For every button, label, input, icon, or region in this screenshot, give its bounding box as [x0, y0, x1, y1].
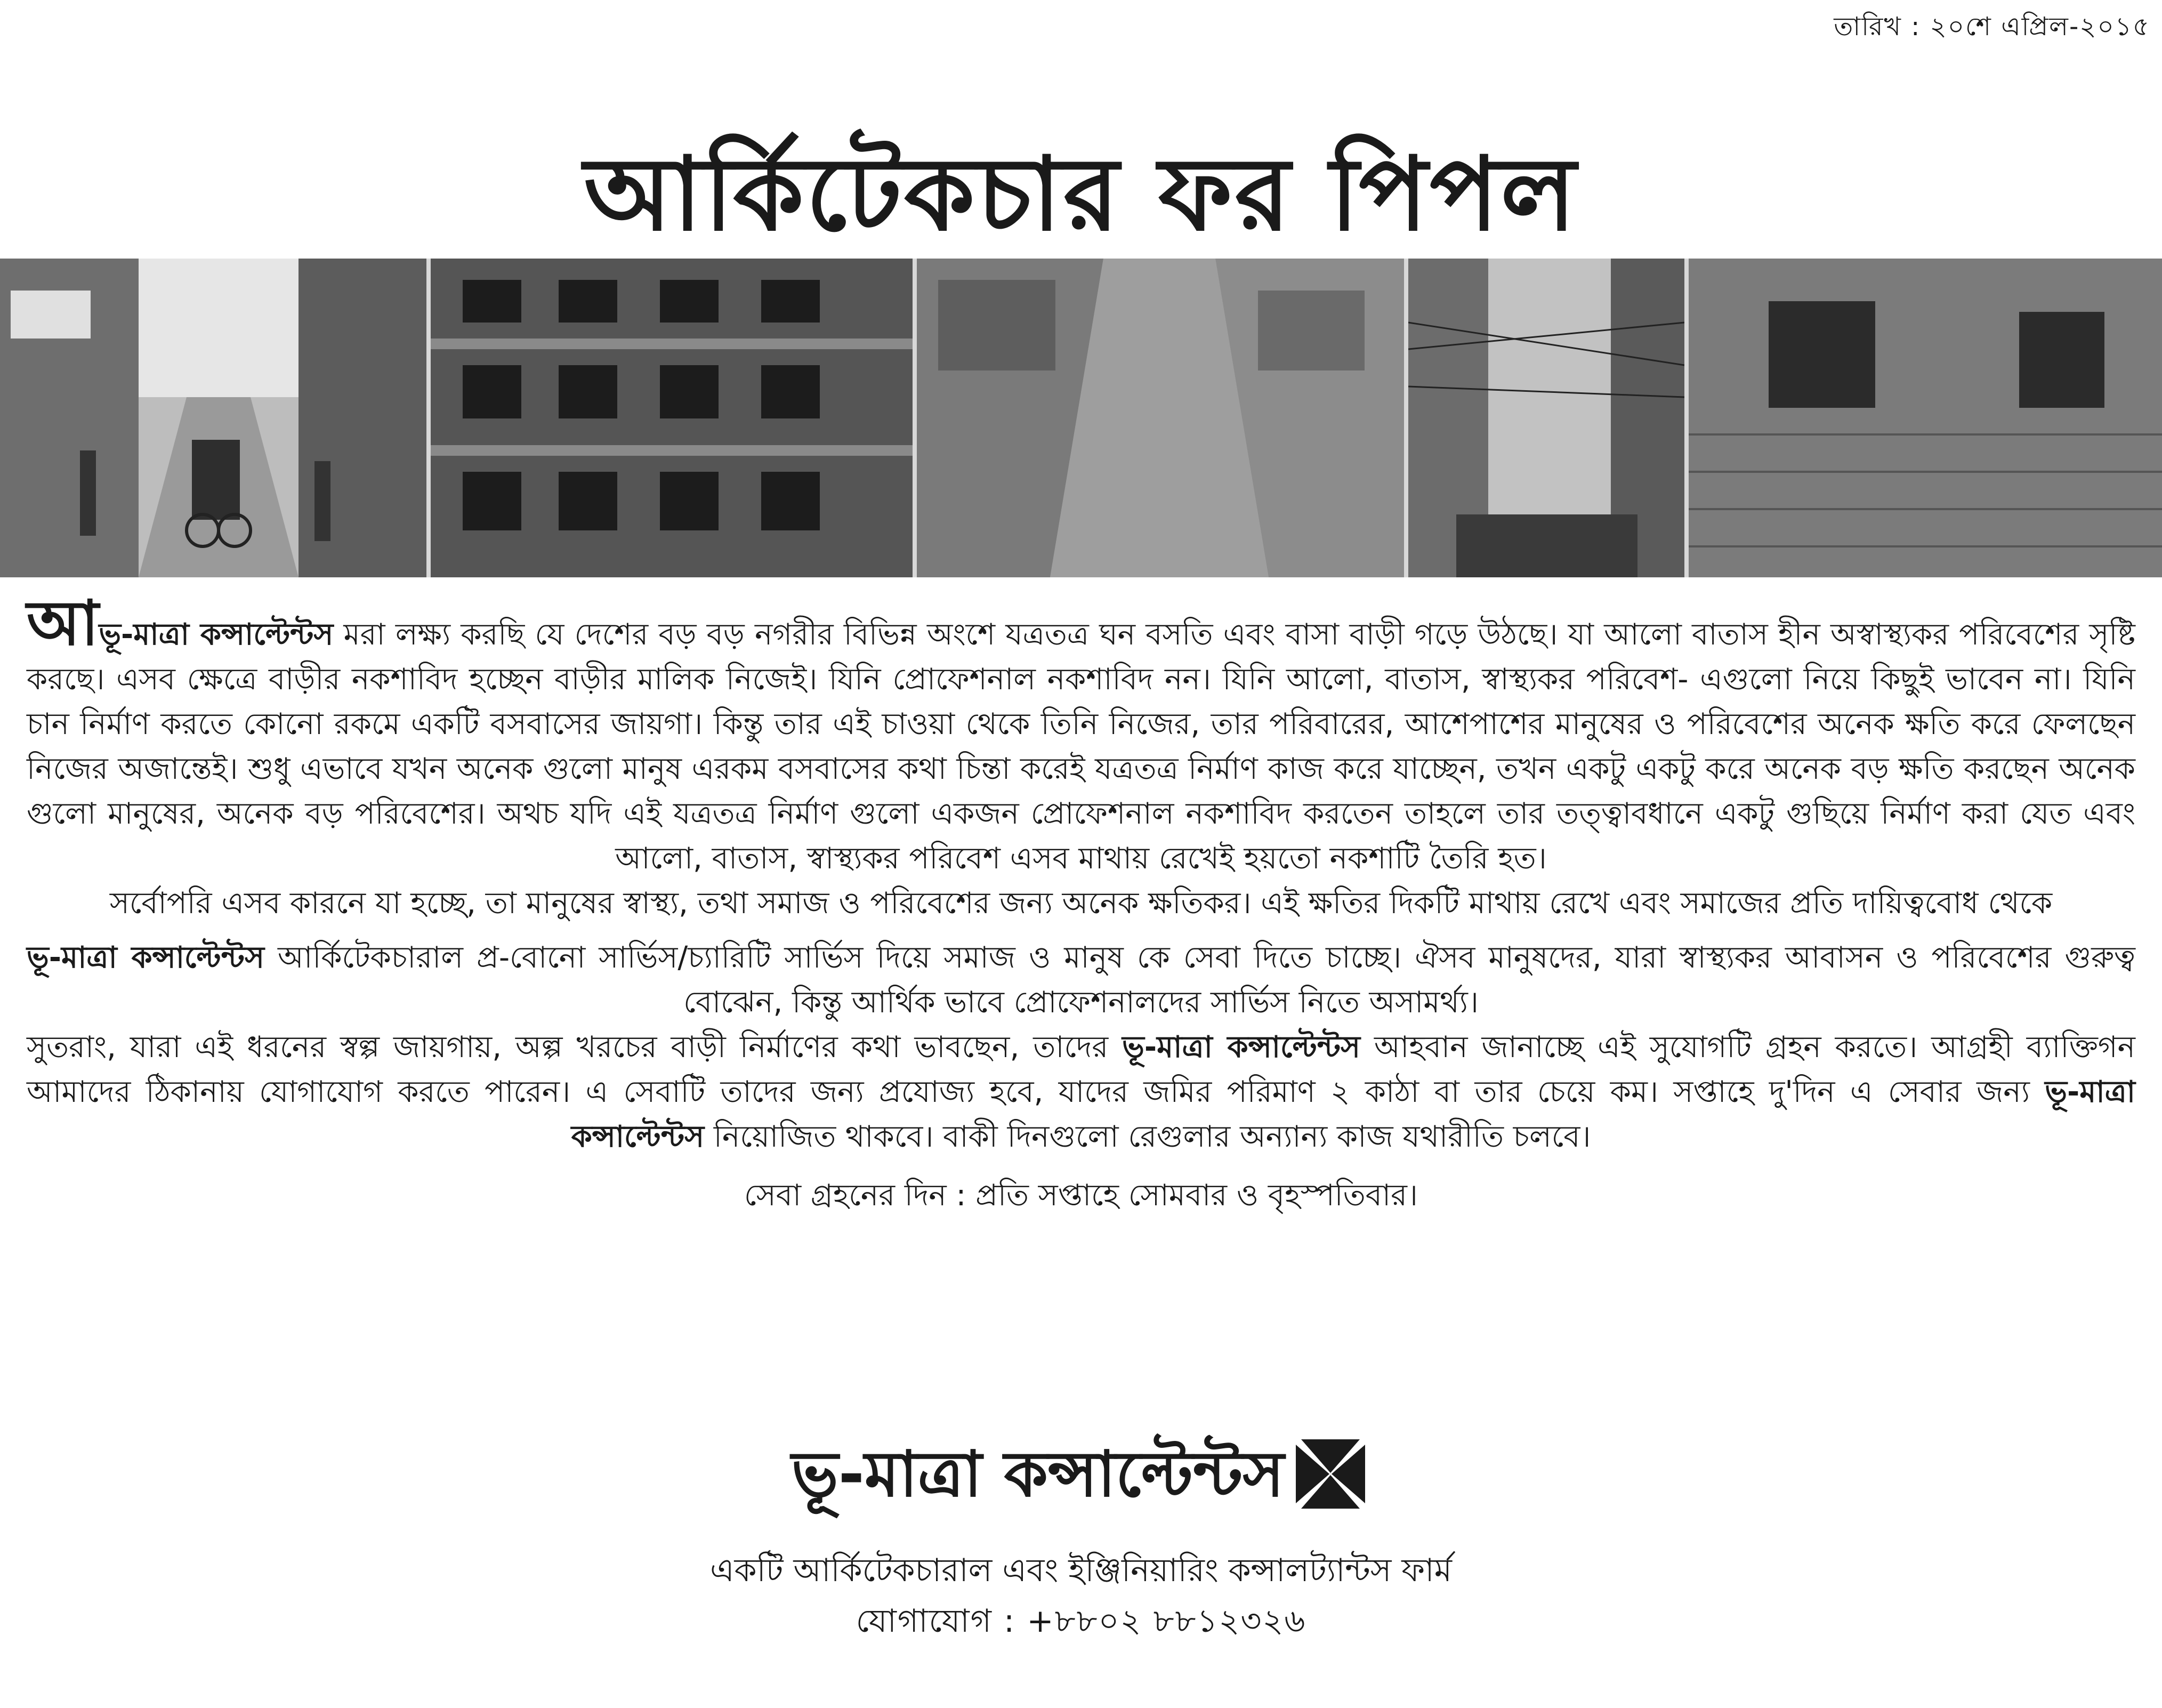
brand-name-inline: ভূ-মাত্রা কন্সাল্টেন্টস — [571, 1075, 2135, 1154]
paragraph-invitation — [27, 1025, 2135, 1159]
paragraph-text: নিয়োজিত থাকবে। বাকী দিনগুলো রেগুলার অন্যান্য কাজ যথারীতি চলবে। — [713, 1119, 1591, 1154]
body-text — [27, 587, 2136, 1218]
brand-name-inline: ভূ-মাত্রা কন্সাল্টেন্টস — [99, 617, 334, 652]
paragraph-service — [27, 936, 2135, 1025]
footer-tagline: একটি আর্কিটেকচারাল এবং ইঞ্জিনিয়ারিং কন্সালট্যান্টস ফার্ম — [709, 1552, 1453, 1589]
brand-name-inline: ভূ-মাত্রা কন্সাল্টেন্টস — [27, 940, 264, 975]
photo-decaying-facade — [431, 259, 913, 577]
drop-cap: আ — [27, 587, 99, 659]
paragraph-text: সুতরাং, যারা এই ধরনের স্বল্প জায়গায়, অল্প খরচের বাড়ী নির্মাণের কথা ভাবছেন, তাদের — [27, 1030, 1109, 1065]
photo-crowded-lane — [1408, 259, 1684, 577]
footer-contact: যোগাযোগ : +৮৮০২ ৮৮১২৩২৬ — [856, 1602, 1306, 1640]
photo-strip — [0, 259, 2162, 577]
footer-brand — [0, 1434, 2162, 1524]
page-title: আর্কিটেকচার ফর পিপল — [584, 135, 1578, 253]
photo-rooftops — [917, 259, 1404, 577]
paragraph-text: আহবান জানাচ্ছে এই সুযোগটি গ্রহন করতে। আগ্রহী ব্যাক্তিগন আমাদের ঠিকানায় যোগাযোগ করতে পারেন। এ সেবাটি তাদের জন্য প্রযোজ্য হবে, যাদের জমির পরিমাণ ২ কাঠা বা তার চেয়ে কম। সপ্তাহে দু'দিন এ সেবার জন্য — [27, 1030, 2135, 1109]
paragraph-text: মরা লক্ষ্য করছি যে দেশের বড় বড় নগরীর বিভিন্ন অংশে যত্রতত্র ঘন বসতি এবং বাসা বাড়ী গড়ে উঠছে। যা আলো বাতাস হীন অস্বাস্থ্যকর পরিবেশের সৃষ্টি করছে। এসব ক্ষেত্রে বাড়ীর নকশাবিদ হচ্ছেন বাড়ীর মালিক নিজেই। যিনি প্রোফেশনাল নকশাবিদ নন। যিনি আলো, বাতাস, স্বাস্থ্যকর পরিবেশ- এগুলো নিয়ে কিছুই ভাবেন না। যিনি চান নির্মাণ করতে কোনো রকমে একটি বসবাসের জায়গা। কিন্তু তার এই চাওয়া থেকে তিনি নিজের, তার পরিবারের, আশেপাশের মানুষের ও পরিবেশের অনেক ক্ষতি করে ফেলছেন নিজের অজান্তেই। শুধু এভাবে যখন অনেক গুলো মানুষ এরকম বসবাসের কথা চিন্তা করেই যত্রতত্র নির্মাণ কাজ করে যাচ্ছেন, তখন একটু একটু করে অনেক বড় ক্ষতি করছেন অনেক গুলো মানুষের, অনেক বড় পরিবেশের। অথচ যদি এই যত্রতত্র নির্মাণ গুলো একজন প্রোফেশনাল নকশাবিদ করতেন তাহলে তার তত্ত্বাবধানে একটু গুছিয়ে নির্মাণ করা যেত এবং আলো, বাতাস, স্বাস্থ্যকর পরিবেশ এসব মাথায় রেখেই হয়তো নকশাটি তৈরি হত। — [27, 617, 2136, 876]
footer-brand-name: ভূ-মাত্রা কন্সাল্টেন্টস — [791, 1437, 1285, 1511]
service-days: সেবা গ্রহনের দিন : প্রতি সপ্তাহে সোমবার ও বৃহস্পতিবার। — [744, 1178, 1418, 1213]
paragraph-intro — [27, 587, 2136, 881]
paragraph-text: আর্কিটেকচারাল প্র-বোনো সার্ভিস/চ্যারিটি সার্ভিস দিয়ে সমাজ ও মানুষ কে সেবা দিতে চাচ্ছে। ঐসব মানুষদের, যারা স্বাস্থ্যকর আবাসন ও পরিবেশের গুরুত্ব বোঝেন, কিন্তু আর্থিক ভাবে প্রোফেশনালদের সার্ভিস নিতে অসামর্থ্য। — [278, 940, 2135, 1020]
photo-brick-building — [1689, 259, 2162, 577]
paragraph-summary: সর্বোপরি এসব কারনে যা হচ্ছে, তা মানুষের স্বাস্থ্য, তথা সমাজ ও পরিবেশের জন্য অনেক ক্ষতিকর। এই ক্ষতির দিকটি মাথায় রেখে এবং সমাজের প্রতি দায়িত্ববোধ থেকে — [109, 886, 2053, 921]
photo-street-rickshaw — [0, 259, 426, 577]
brand-name-inline: ভূ-মাত্রা কন্সাল্টেন্টস — [1122, 1030, 1361, 1065]
date-line: তারিখ : ২০শে এপ্রিল-২০১৫ — [1834, 12, 2150, 42]
cross-pattee-icon — [1290, 1434, 1370, 1524]
